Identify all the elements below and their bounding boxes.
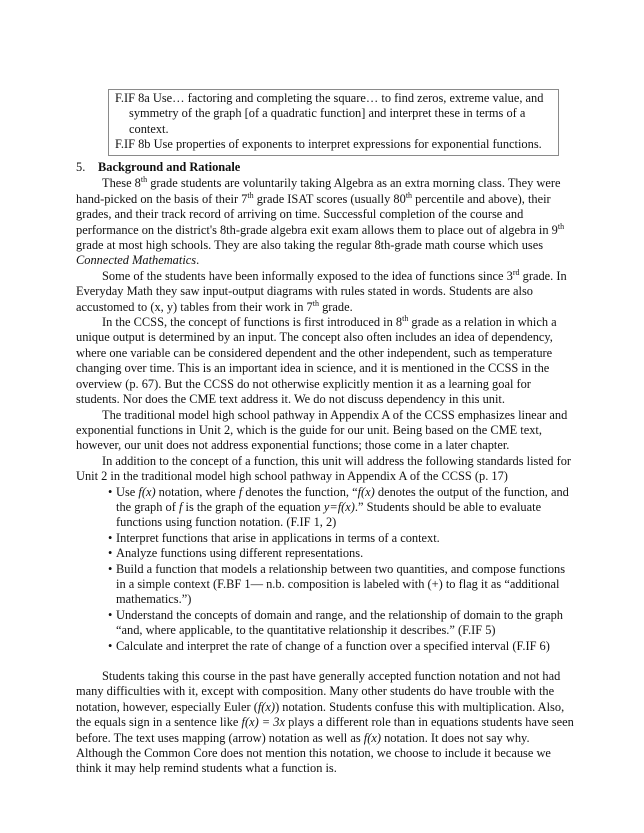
text-run: grade students are voluntarily taking Algebra as an extra morning class. They were hand-picked on the basis of their 7: [76, 176, 561, 206]
list-item: [96, 546, 576, 561]
bullet-icon: •: [108, 530, 113, 545]
math: f: [178, 499, 183, 514]
superscript: th: [312, 298, 319, 308]
text-run: In the CCSS, the concept of functions is first introduced in 8: [102, 315, 403, 330]
list-item: [96, 531, 576, 546]
math: f(x): [138, 484, 156, 499]
text-run: Use: [116, 484, 139, 499]
text-run: denotes the function, “: [242, 484, 358, 499]
text-run: .: [196, 253, 200, 268]
standard-f-if-8b: F.IF 8b Use properties of exponents to interpret expressions for exponential functions.: [115, 137, 542, 152]
text-run: notation, where: [155, 484, 239, 499]
text-run: grade. In Everyday Math they saw input-output diagrams with rules stated in words. Students are also accustomed to (x, y) tables from their work in 7: [76, 268, 567, 314]
text-run: grade at most high schools. They are also taking the regular 8th-grade math course which uses: [76, 238, 544, 253]
section-heading: [76, 160, 576, 175]
text-run: denotes the output of the function, and the graph of: [116, 484, 569, 514]
list-item: [96, 485, 576, 531]
paragraph-6: [76, 669, 576, 777]
text-run: Understand the concepts of domain and range, and the relationship of domain to the graph “and, where applicable, to the quantitative relationship it describes.” (F.IF 5): [116, 607, 563, 638]
text-run: notation. It does not say why. Although the Common Core does not mention this notation, we choose to include it because we think it may help remind students what a function is.: [76, 730, 551, 776]
book-title: Connected Mathematics: [76, 253, 197, 268]
paragraph-5: In addition to the concept of a function, this unit will address the following standards listed for Unit 2 in the traditional model high school pathway in Appendix A of the CCSS (p. 17): [76, 453, 572, 484]
superscript: th: [247, 190, 254, 200]
text-run: plays a different role than in equations students have seen before. The text uses mapping (arrow) notation as well as: [76, 715, 574, 745]
paragraph-3: [76, 315, 576, 407]
text-run: grade as a relation in which a unique output is determined by an input. The concept also often includes an idea of dependency, where one variable can be considered dependent and the other independent, such as temperature changing over time. This is an important idea in science, and it is mentioned in the CCSS in the overview (p. 67). But the CCSS do not otherwise explicitly mention it as a learning goal for students. Nor does the CME text address it. We do not discuss dependency in this unit.: [76, 315, 557, 407]
math: f: [238, 484, 243, 499]
superscript: th: [140, 175, 148, 185]
bullet-icon: •: [108, 546, 113, 561]
paragraph-1: [76, 176, 576, 268]
text-run: Some of the students have been informally exposed to the idea of functions since 3: [102, 268, 513, 283]
list-item: [96, 562, 576, 608]
text-run: Analyze functions using different representations.: [116, 546, 364, 561]
bullet-icon: •: [108, 561, 113, 576]
math: y=f(x): [323, 499, 355, 514]
superscript: th: [402, 313, 409, 323]
standards-list: [76, 485, 576, 654]
text-run: is the graph of the equation: [182, 499, 324, 514]
superscript: th: [557, 221, 565, 231]
bullet-icon: •: [108, 484, 113, 499]
text-run: Build a function that models a relationship between two quantities, and compose functions in a simple context (F.BF 1— n.b. composition is labeled with (+) to flag it as “additional mathematics.”): [116, 561, 566, 607]
math: f(x): [357, 484, 375, 499]
section-title: Background and Rationale: [98, 160, 241, 174]
bullet-icon: •: [108, 607, 113, 622]
background-section: [76, 160, 576, 777]
standards-box: [108, 89, 559, 156]
paragraph-2: [76, 269, 576, 315]
math: f(x): [257, 699, 276, 714]
section-number: 5.: [76, 160, 86, 174]
text-run: grade ISAT scores (usually 80: [253, 191, 406, 206]
text-run: These 8: [102, 176, 141, 191]
math: f(x): [363, 730, 381, 745]
bullet-icon: •: [108, 638, 113, 653]
text-run: .” Students should be able to evaluate functions using function notation. (F.IF 1, 2): [116, 499, 542, 530]
text-run: grade.: [318, 299, 353, 314]
text-run: ) notation. Students confuse this with multiplication. Also, the equals sign in a sentence like: [76, 699, 565, 730]
superscript: th: [405, 190, 413, 200]
text-run: Students taking this course in the past have generally accepted function notation and not had many difficulties with it, except with composition. Many other students do have trouble with the notation, however, especially Euler (: [76, 669, 561, 714]
list-item: [96, 639, 576, 654]
superscript: rd: [512, 267, 520, 277]
text-run: Calculate and interpret the rate of change of a function over a specified interval (F.IF 6): [116, 638, 550, 653]
text-run: percentile and above), their grades, and their track record of arriving on time. Successful completion of the course and performance on the district's 8th-grade algebra exit exam allows them to place out of algebra in 9: [76, 191, 558, 237]
standard-f-if-8a: F.IF 8a Use… factoring and completing the square… to find zeros, extreme value, and symmetry of the graph [of a quadratic function] and interpret these in terms of a context.: [115, 91, 544, 136]
text-run: Interpret functions that arise in applications in terms of a context.: [116, 530, 440, 545]
paragraph-4: The traditional model high school pathway in Appendix A of the CCSS emphasizes linear and exponential functions in Unit 2, which is the guide for our unit. Being based on the CME text, however, our unit does not address exponential functions; those come in a later chapter.: [76, 407, 568, 453]
list-item: [96, 608, 576, 639]
spacer: [76, 654, 576, 669]
math: f(x) = 3x: [241, 715, 285, 730]
